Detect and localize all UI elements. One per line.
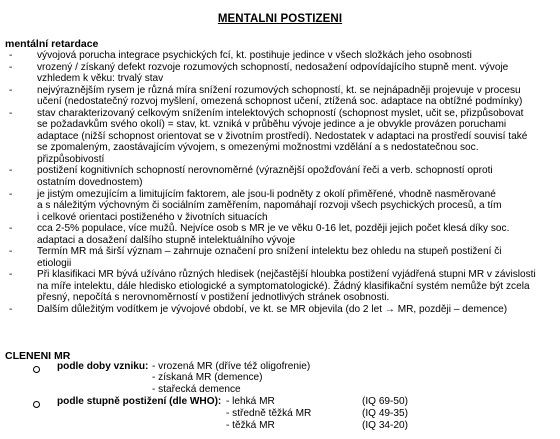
list-item xyxy=(5,165,555,188)
dash-bullet: - xyxy=(9,246,13,258)
dash-bullet: - xyxy=(9,50,13,61)
section-heading-classification: CLENENI MR xyxy=(5,350,71,362)
list-item-line: etiologii xyxy=(37,257,72,269)
bullet-degree xyxy=(33,401,40,408)
list-item xyxy=(5,50,555,62)
list-item-line: Dalším důležitým vodítkem je vývojové období, ve kt. se MR objevila (do 2 let → MR, později – demence) xyxy=(37,304,508,316)
degree-entry-moderate: - středně těžká MR xyxy=(226,408,312,419)
list-item-line: Při klasifikaci MR bývá užíváno různých hledisek (nejčastější hloubka postižení vyjádřená stupni MR v závislosti xyxy=(37,269,536,281)
list-item-line: postižení kognitivních schopností nerovnoměrné (výraznější opožďování řeči a verb. schopností oproti xyxy=(37,165,493,177)
definition-list xyxy=(5,50,555,316)
list-item xyxy=(5,304,555,316)
origin-entry-2: - získaná MR (demence) xyxy=(152,372,263,383)
list-item-line: cca 2-5% populace, více mužů. Nejvíce osob s MR je ve věku 0-16 let, později jejich počet klesá díky soc. xyxy=(37,223,510,235)
degree-iq-mild: (IQ 69-50) xyxy=(362,396,408,407)
list-item-line: učení (nedostatečný rozvoj myšlení, omezená schopnost učení, ztížená soc. adaptace na obtížné podmínky) xyxy=(37,96,523,108)
list-item-line: ostatním dovednostem) xyxy=(37,177,143,189)
list-item-line: přesný, nepočítá s nerovnoměrností v postižení jednotlivých stránek osobnosti. xyxy=(37,292,390,304)
bullet-origin xyxy=(33,366,40,373)
origin-entry-3: - stařecká demence xyxy=(152,384,241,395)
dash-bullet: - xyxy=(9,84,13,96)
list-item xyxy=(5,223,555,246)
degree-iq-severe: (IQ 34-20) xyxy=(362,420,408,431)
list-item-line: vrozený / získaný defekt rozvoje rozumových schopností, nedosažení odpovídajícího stupně ment. vývoje xyxy=(37,61,509,73)
list-item xyxy=(5,189,555,224)
list-item-line: přizpůsobivostí xyxy=(37,153,105,165)
dash-bullet: - xyxy=(9,304,13,316)
dash-bullet: - xyxy=(9,165,13,177)
list-item xyxy=(5,62,555,85)
dash-bullet: - xyxy=(9,107,13,119)
section-heading-mental-retardation: mentální retardace xyxy=(5,38,99,50)
degree-entry-severe: - těžká MR xyxy=(226,420,275,431)
list-item xyxy=(5,269,555,304)
list-item-line: se požadavkům svého okolí) = stav, kt. vzniká v průběhu vývoje jedince a je obvykle provázen poruchami xyxy=(37,119,507,131)
list-item-line: vzhledem k věku: trvalý stav xyxy=(37,73,164,85)
list-item-line: a s náležitým výchovným či sociálním zaměřením, napomáhají rozvoji všech psychických procesů, a tím xyxy=(37,200,502,212)
classification-origin-label: podle doby vzniku: xyxy=(57,361,149,372)
list-item-line: i celkové orientaci postiženého v životních situacích xyxy=(37,211,268,223)
list-item xyxy=(5,108,555,166)
list-item xyxy=(5,246,555,269)
document-title: MENTALNI POSTIZENI xyxy=(217,13,343,25)
dash-bullet: - xyxy=(9,188,13,200)
list-item-line: Termín MR má širší význam – zahrnuje označení pro snížení intelektu bez ohledu na stupeň postižení či xyxy=(37,246,502,258)
list-item-line: se zpomaleným, zaostávajícím vývojem, s omezenými možnostmi vzdělání a s nedostatečnou soc. xyxy=(37,142,479,154)
classification-degree-label: podle stupně postižení (dle WHO): xyxy=(57,396,222,407)
list-item xyxy=(5,85,555,108)
origin-entry-1: - vrozená MR (dříve též oligofrenie) xyxy=(152,361,311,372)
list-item-line: vývojová porucha integrace psychických fcí, kt. postihuje jedince v všech složkách jeho osobnosti xyxy=(37,50,472,61)
list-item-line: na míře intelektu, dále hledisko etiologické a symptomatologické). Žádný klasifikační systém nemůže být zcela xyxy=(37,280,530,292)
dash-bullet: - xyxy=(9,223,13,235)
degree-iq-moderate: (IQ 49-35) xyxy=(362,408,408,419)
list-item-line: stav charakterizovaný celkovým snížením intelektových schopností (schopnost myslet, učit se, přizpůsobovat xyxy=(37,107,524,119)
list-item-line: adaptaci a dosažení dalšího stupně intelektuálního vývoje xyxy=(37,234,296,246)
list-item-line: je jistým omezujícím a limitujícím faktorem, ale jsou-li podněty z okolí přiměřené, vhodně nasměrované xyxy=(37,188,496,200)
list-item-line: adaptace (nižší schopnost orientovat se v životním prostředí). Nedostatek v adaptaci na prostředí souvisí také xyxy=(37,130,528,142)
degree-entry-mild: - lehká MR xyxy=(226,396,275,407)
dash-bullet: - xyxy=(9,61,13,73)
list-item-line: nejvýraznějším rysem je různá míra snížení rozumových schopností, kt. se nejnápadněji projevuje v procesu xyxy=(37,84,521,96)
dash-bullet: - xyxy=(9,269,13,281)
